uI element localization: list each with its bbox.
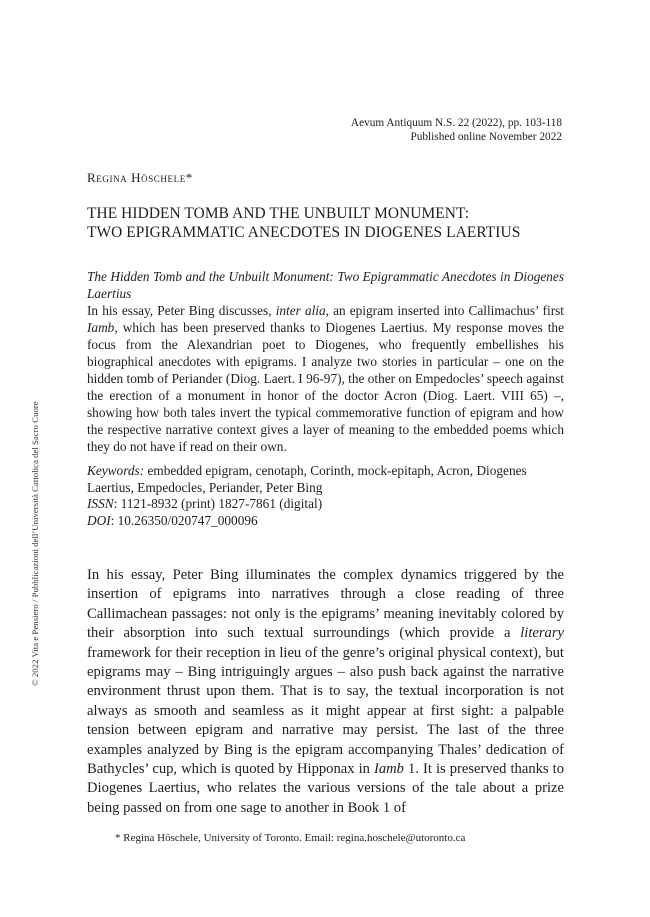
journal-citation: Aevum Antiquum N.S. 22 (2022), pp. 103-118 [350, 117, 562, 129]
issn: ISSN: 1121-8932 (print) 1827-7861 (digital) [87, 496, 323, 511]
article-metadata [87, 463, 564, 529]
journal-header [351, 116, 562, 144]
author-name: Regina Höschele* [87, 170, 193, 185]
footnote: * Regina Höschele, University of Toronto. Email: regina.hoschele@utoronto.ca [115, 832, 466, 844]
abstract [87, 268, 564, 455]
keywords: Keywords: embedded epigram, cenotaph, Corinth, mock-epitaph, Acron, Diogenes Laertius, Empedocles, Periander, Peter Bing [87, 463, 527, 495]
title-line-2: TWO EPIGRAMMATIC ANECDOTES IN DIOGENES LAERTIUS [87, 224, 521, 241]
body-paragraph: In his essay, Peter Bing illuminates the complex dynamics triggered by the insertion of epigrams into narratives through a close reading of three Callimachean passages: not only is the epigrams’ meaning inevitably colored by their absorption into such textual surroundings (which provide a literary framework for their reception in lieu of the genre’s original physical context), but epigrams may – Bing intriguingly argues – also push back against the narrative environment thrust upon them. That is to say, the textual incorporation is not always as smooth and seamless as it might appear at first sight: a palpable tension between epigram and narrative may persist. The last of the three examples analyzed by Bing is the epigram accompanying Thales’ dedication of Bathycles’ cup, which is quoted by Hipponax in Iamb 1. It is preserved thanks to Diogenes Laertius, who relates the various versions of the tale about a prize being passed on from one sage to another in Book 1 of [87, 567, 564, 816]
abstract-heading: The Hidden Tomb and the Unbuilt Monument: Two Epigrammatic Anecdotes in Diogenes Laertius [87, 269, 564, 301]
article-title [87, 204, 567, 242]
title-line-1: THE HIDDEN TOMB AND THE UNBUILT MONUMENT: [87, 205, 470, 222]
publication-date: Published online November 2022 [410, 131, 562, 143]
doi: DOI: 10.26350/020747_000096 [87, 512, 258, 528]
abstract-text: In his essay, Peter Bing discusses, inter alia, an epigram inserted into Callimachus’ first Iamb, which has been preserved thanks to Diogenes Laertius. My response moves the focus from the Alexandrian poet to Diogenes, who frequently embellishes his biographical anecdotes with epigrams. I analyze two stories in particular – one on the hidden tomb of Periander (Diog. Laert. I 96-97), the other on Empedocles’ speech against the erection of a monument in honor of the doctor Acron (Diog. Laert. VIII 65) –, showing how both tales invert the typical commemorative function of epigram and how the respective narrative context gives a layer of meaning to the embedded poems which they do not have if read on their own. [87, 303, 564, 454]
copyright-notice: © 2022 Vita e Pensiero / Pubblicazioni dell’Università Cattolica del Sacro Cuore [30, 401, 40, 686]
